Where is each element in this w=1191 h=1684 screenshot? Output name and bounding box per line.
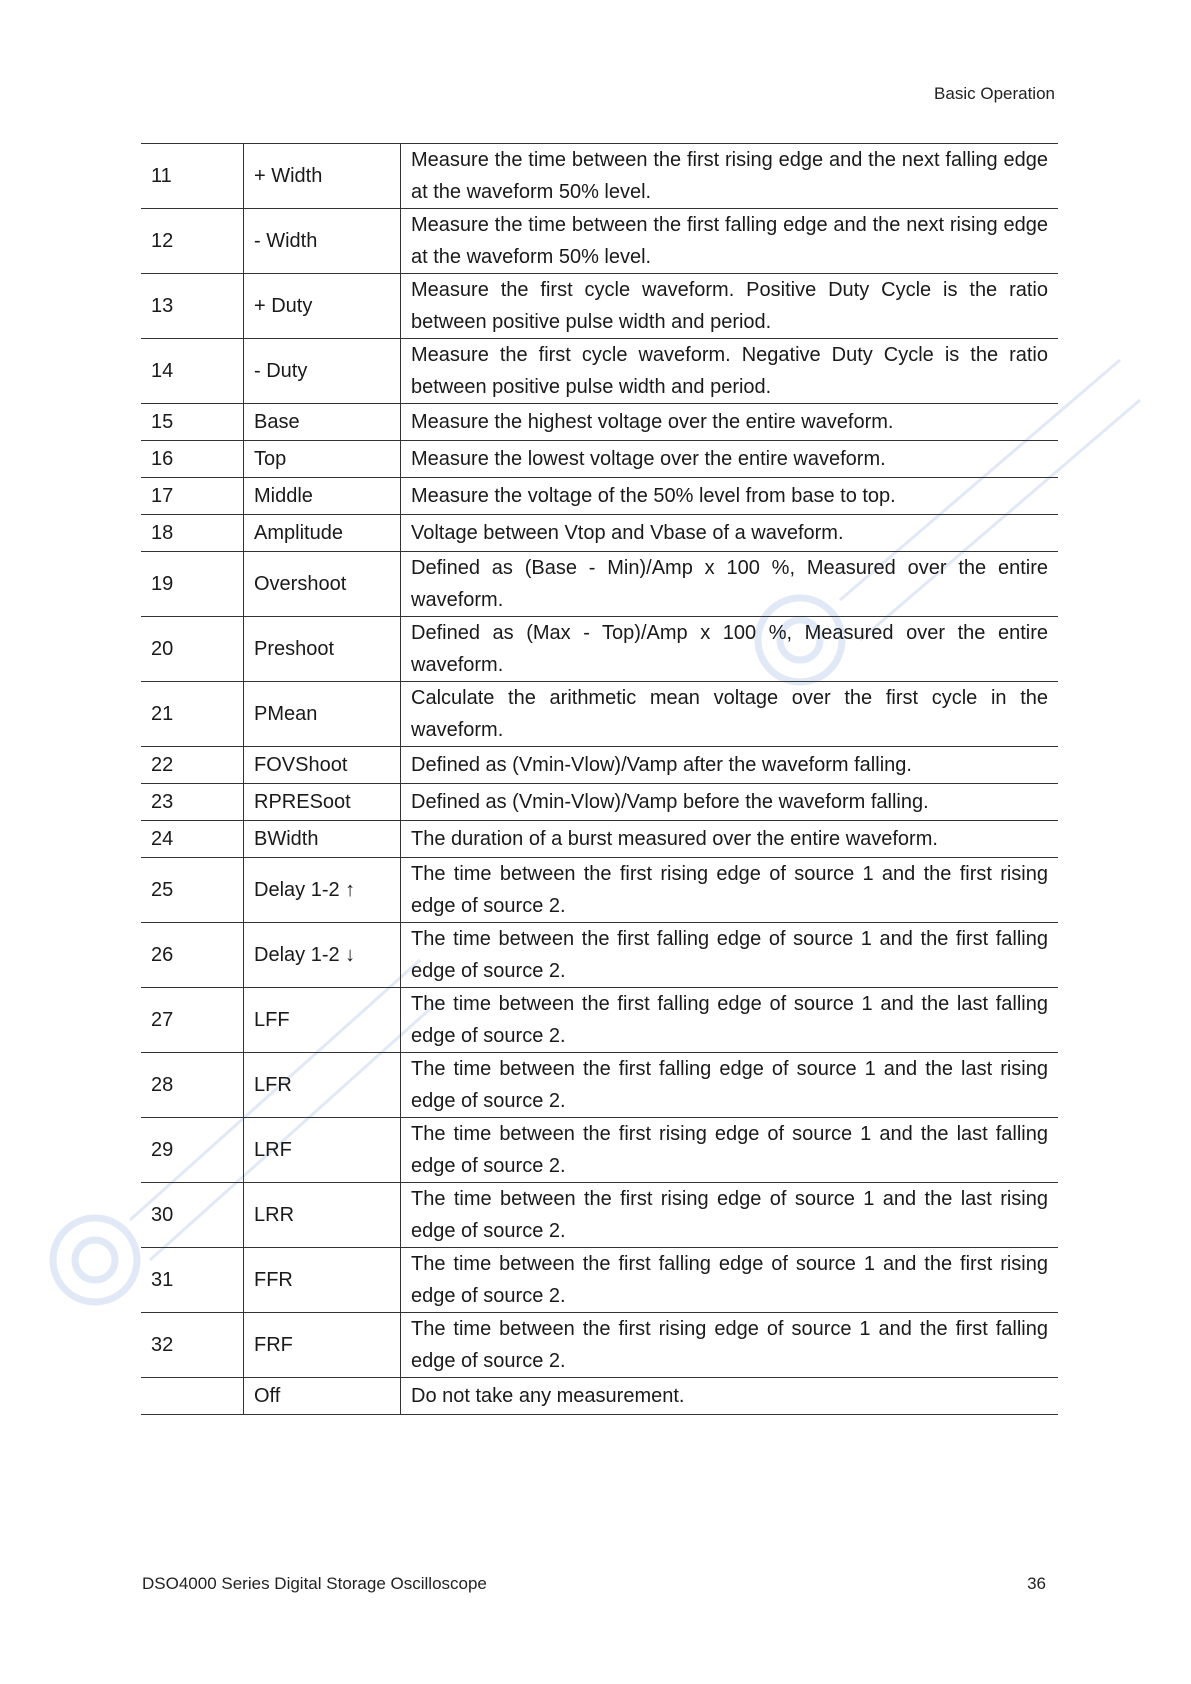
table-row [141, 552, 1058, 617]
measurement-description: Measure the highest voltage over the entire waveform. [401, 404, 1059, 441]
row-number: 26 [141, 923, 244, 988]
row-number: 17 [141, 478, 244, 515]
measurement-description: Measure the first cycle waveform. Positive Duty Cycle is the ratio between positive pulse width and period. [401, 274, 1059, 339]
row-number: 27 [141, 988, 244, 1053]
measurement-name: - Duty [244, 339, 401, 404]
table-row [141, 209, 1058, 274]
row-number: 11 [141, 144, 244, 209]
table-row [141, 339, 1058, 404]
table-row [141, 478, 1058, 515]
measurement-name: - Width [244, 209, 401, 274]
measurement-name: LRF [244, 1118, 401, 1183]
measurement-description: The time between the first rising edge of source 1 and the last rising edge of source 2. [401, 1183, 1059, 1248]
measurement-name: Overshoot [244, 552, 401, 617]
table-row [141, 988, 1058, 1053]
measurement-name: FOVShoot [244, 747, 401, 784]
measurement-name: Preshoot [244, 617, 401, 682]
table-row [141, 821, 1058, 858]
measurement-table [141, 143, 1058, 1415]
measurement-name: LRR [244, 1183, 401, 1248]
table-row [141, 1118, 1058, 1183]
row-number: 12 [141, 209, 244, 274]
row-number [141, 1378, 244, 1415]
measurement-table-container [141, 143, 1058, 1415]
measurement-name: Amplitude [244, 515, 401, 552]
table-row [141, 784, 1058, 821]
measurement-name: RPRESoot [244, 784, 401, 821]
measurement-name: + Width [244, 144, 401, 209]
measurement-name: Top [244, 441, 401, 478]
row-number: 20 [141, 617, 244, 682]
row-number: 23 [141, 784, 244, 821]
footer-page-number: 36 [1027, 1574, 1046, 1593]
row-number: 29 [141, 1118, 244, 1183]
measurement-name: LFR [244, 1053, 401, 1118]
measurement-description: Measure the lowest voltage over the entire waveform. [401, 441, 1059, 478]
row-number: 21 [141, 682, 244, 747]
measurement-name: PMean [244, 682, 401, 747]
measurement-description: Voltage between Vtop and Vbase of a waveform. [401, 515, 1059, 552]
measurement-description: Do not take any measurement. [401, 1378, 1059, 1415]
measurement-name: Delay 1-2 ↑ [244, 858, 401, 923]
measurement-description: The duration of a burst measured over the entire waveform. [401, 821, 1059, 858]
table-row [141, 441, 1058, 478]
table-row [141, 858, 1058, 923]
measurement-description: Measure the time between the first falling edge and the next rising edge at the waveform 50% level. [401, 209, 1059, 274]
table-row [141, 1183, 1058, 1248]
measurement-description: The time between the first rising edge of source 1 and the first falling edge of source 2. [401, 1313, 1059, 1378]
measurement-name: BWidth [244, 821, 401, 858]
measurement-name: LFF [244, 988, 401, 1053]
table-row [141, 1313, 1058, 1378]
table-row [141, 1378, 1058, 1415]
row-number: 22 [141, 747, 244, 784]
row-number: 25 [141, 858, 244, 923]
table-row [141, 617, 1058, 682]
measurement-description: Defined as (Vmin-Vlow)/Vamp after the waveform falling. [401, 747, 1059, 784]
row-number: 24 [141, 821, 244, 858]
table-row [141, 1248, 1058, 1313]
header-section-title: Basic Operation [934, 84, 1055, 103]
table-row [141, 1053, 1058, 1118]
row-number: 28 [141, 1053, 244, 1118]
row-number: 30 [141, 1183, 244, 1248]
measurement-name: Base [244, 404, 401, 441]
row-number: 32 [141, 1313, 244, 1378]
row-number: 14 [141, 339, 244, 404]
gear-icon [53, 1218, 137, 1302]
measurement-description: Calculate the arithmetic mean voltage over the first cycle in the waveform. [401, 682, 1059, 747]
measurement-description: Measure the voltage of the 50% level from base to top. [401, 478, 1059, 515]
measurement-name: Middle [244, 478, 401, 515]
measurement-name: FFR [244, 1248, 401, 1313]
measurement-description: The time between the first falling edge of source 1 and the first falling edge of source 2. [401, 923, 1059, 988]
measurement-description: Defined as (Max - Top)/Amp x 100 %, Measured over the entire waveform. [401, 617, 1059, 682]
measurement-name: Delay 1-2 ↓ [244, 923, 401, 988]
measurement-name: + Duty [244, 274, 401, 339]
row-number: 15 [141, 404, 244, 441]
measurement-name: Off [244, 1378, 401, 1415]
table-row [141, 144, 1058, 209]
measurement-description: Defined as (Base - Min)/Amp x 100 %, Measured over the entire waveform. [401, 552, 1059, 617]
measurement-description: The time between the first falling edge of source 1 and the last falling edge of source 2. [401, 988, 1059, 1053]
row-number: 13 [141, 274, 244, 339]
table-row [141, 274, 1058, 339]
table-row [141, 682, 1058, 747]
measurement-description: Measure the first cycle waveform. Negative Duty Cycle is the ratio between positive pulse width and period. [401, 339, 1059, 404]
table-row [141, 404, 1058, 441]
measurement-description: The time between the first rising edge of source 1 and the first rising edge of source 2. [401, 858, 1059, 923]
measurement-description: Measure the time between the first rising edge and the next falling edge at the waveform 50% level. [401, 144, 1059, 209]
table-row [141, 923, 1058, 988]
measurement-description: The time between the first falling edge of source 1 and the last rising edge of source 2. [401, 1053, 1059, 1118]
row-number: 16 [141, 441, 244, 478]
measurement-name: FRF [244, 1313, 401, 1378]
table-row [141, 747, 1058, 784]
row-number: 31 [141, 1248, 244, 1313]
measurement-description: The time between the first rising edge of source 1 and the last falling edge of source 2. [401, 1118, 1059, 1183]
row-number: 19 [141, 552, 244, 617]
measurement-description: The time between the first falling edge of source 1 and the first rising edge of source 2. [401, 1248, 1059, 1313]
measurement-description: Defined as (Vmin-Vlow)/Vamp before the waveform falling. [401, 784, 1059, 821]
row-number: 18 [141, 515, 244, 552]
table-row [141, 515, 1058, 552]
footer-document-title: DSO4000 Series Digital Storage Oscilloscope [142, 1574, 487, 1593]
